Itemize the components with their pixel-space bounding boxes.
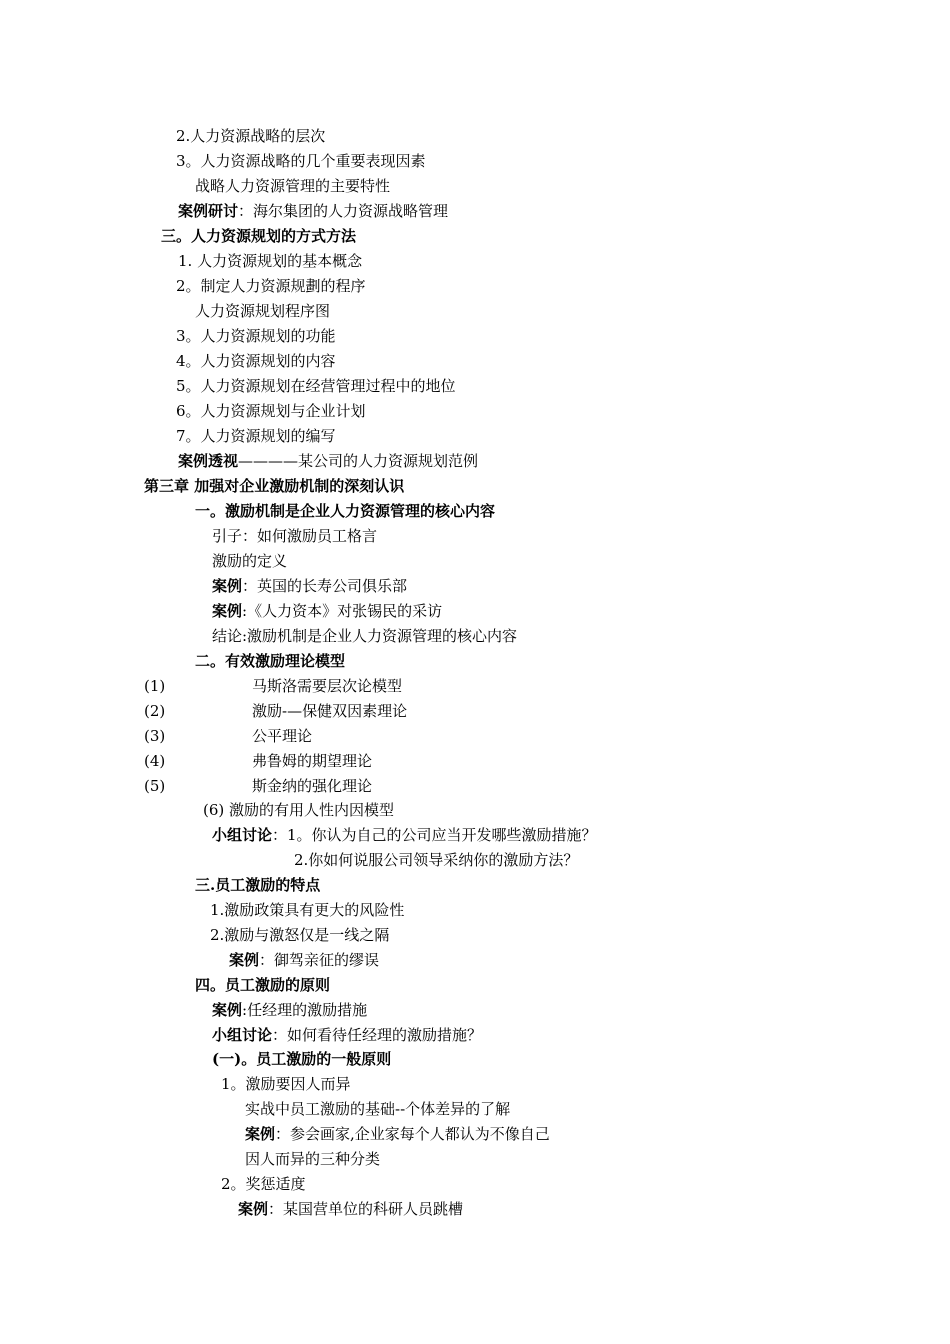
outline-item: 结论:激励机制是企业人力资源管理的核心内容 [212, 627, 518, 645]
section-heading: 四。员工激励的原则 [195, 976, 331, 994]
case-label: 案例研讨 [178, 202, 239, 220]
discussion-line: 小组讨论：如何看待任经理的激励措施？ [212, 1026, 483, 1044]
outline-item: 3。人力资源规划的功能 [176, 327, 336, 345]
section-heading: 一。激励机制是企业人力资源管理的核心内容 [195, 502, 496, 520]
case-line: 案例：英国的长寿公司俱乐部 [212, 577, 408, 595]
theory-item: (6) 激励的有用人性内因模型 [203, 801, 395, 819]
chapter-heading: 第三章 加强对企业激励机制的深刻认识 [144, 477, 405, 495]
case-line: 案例透视————某公司的人力资源规划范例 [178, 452, 479, 470]
outline-item: 人力资源规划程序图 [195, 302, 331, 320]
outline-item: 3。人力资源战略的几个重要表现因素 [176, 152, 426, 170]
outline-item: 1。激励要因人而异 [221, 1075, 351, 1093]
outline-item: 引子：如何激励员工格言 [212, 527, 378, 545]
theory-item: 斯金纳的强化理论 [252, 777, 373, 795]
section-heading: 三.员工激励的特点 [195, 876, 321, 894]
case-label: 案例 [238, 1200, 269, 1218]
outline-item: 因人而异的三种分类 [245, 1150, 381, 1168]
case-line: 案例:任经理的激励措施 [212, 1001, 368, 1019]
section-heading: 三。人力资源规划的方式方法 [161, 227, 357, 245]
discussion-line: 2.你如何说服公司领导采纳你的激励方法？ [294, 851, 579, 869]
case-label: 案例 [212, 1001, 243, 1019]
case-label: 案例 [212, 602, 243, 620]
discussion-label: 小组讨论 [212, 1026, 273, 1044]
case-label: 案例 [229, 951, 260, 969]
theory-item: 激励-—保健双因素理论 [252, 702, 408, 720]
theory-item: 马斯洛需要层次论模型 [252, 677, 403, 695]
outline-item: 2。制定人力资源规劃的程序 [176, 277, 366, 295]
case-line: 案例:《人力资本》对张锡民的采访 [212, 602, 443, 620]
outline-item: 7。人力资源规划的编写 [176, 427, 336, 445]
discussion-label: 小组讨论 [212, 826, 273, 844]
list-number: (2) [144, 702, 166, 720]
outline-item: 6。人力资源规划与企业计划 [176, 402, 366, 420]
outline-item: 战略人力资源管理的主要特性 [195, 177, 391, 195]
theory-item: 弗鲁姆的期望理论 [252, 752, 373, 770]
outline-item: 1.激励政策具有更大的风险性 [210, 901, 405, 919]
case-label: 案例透视 [178, 452, 239, 470]
case-line: 案例：参会画家,企业家每个人都认为不像自己 [245, 1125, 550, 1143]
outline-item: 实战中员工激励的基础--个体差异的了解 [245, 1100, 511, 1118]
case-label: 案例 [245, 1125, 276, 1143]
list-number: (3) [144, 727, 166, 745]
list-number: (4) [144, 752, 166, 770]
outline-item: 2.激励与激怒仅是一线之隔 [210, 926, 390, 944]
case-line: 案例：某国营单位的科研人员跳槽 [238, 1200, 464, 1218]
case-line: 案例研讨：海尔集团的人力资源战略管理 [178, 202, 449, 220]
outline-item: 2。奖惩适度 [221, 1175, 306, 1193]
list-number: (5) [144, 777, 166, 795]
list-number: (1) [144, 677, 166, 695]
case-line: 案例：御驾亲征的缪误 [229, 951, 380, 969]
outline-item: 2.人力资源战略的层次 [176, 127, 326, 145]
theory-item: 公平理论 [252, 727, 313, 745]
outline-item: 4。人力资源规划的内容 [176, 352, 336, 370]
section-heading: 二。有效激励理论模型 [195, 652, 346, 670]
outline-item: 5。人力资源规划在经营管理过程中的地位 [176, 377, 456, 395]
subsection-heading: (一)。员工激励的一般原则 [212, 1050, 392, 1068]
discussion-line: 小组讨论：1。你认为自己的公司应当开发哪些激励措施？ [212, 826, 597, 844]
outline-item: 1. 人力资源规划的基本概念 [178, 252, 363, 270]
outline-item: 激励的定义 [212, 552, 288, 570]
case-label: 案例 [212, 577, 243, 595]
